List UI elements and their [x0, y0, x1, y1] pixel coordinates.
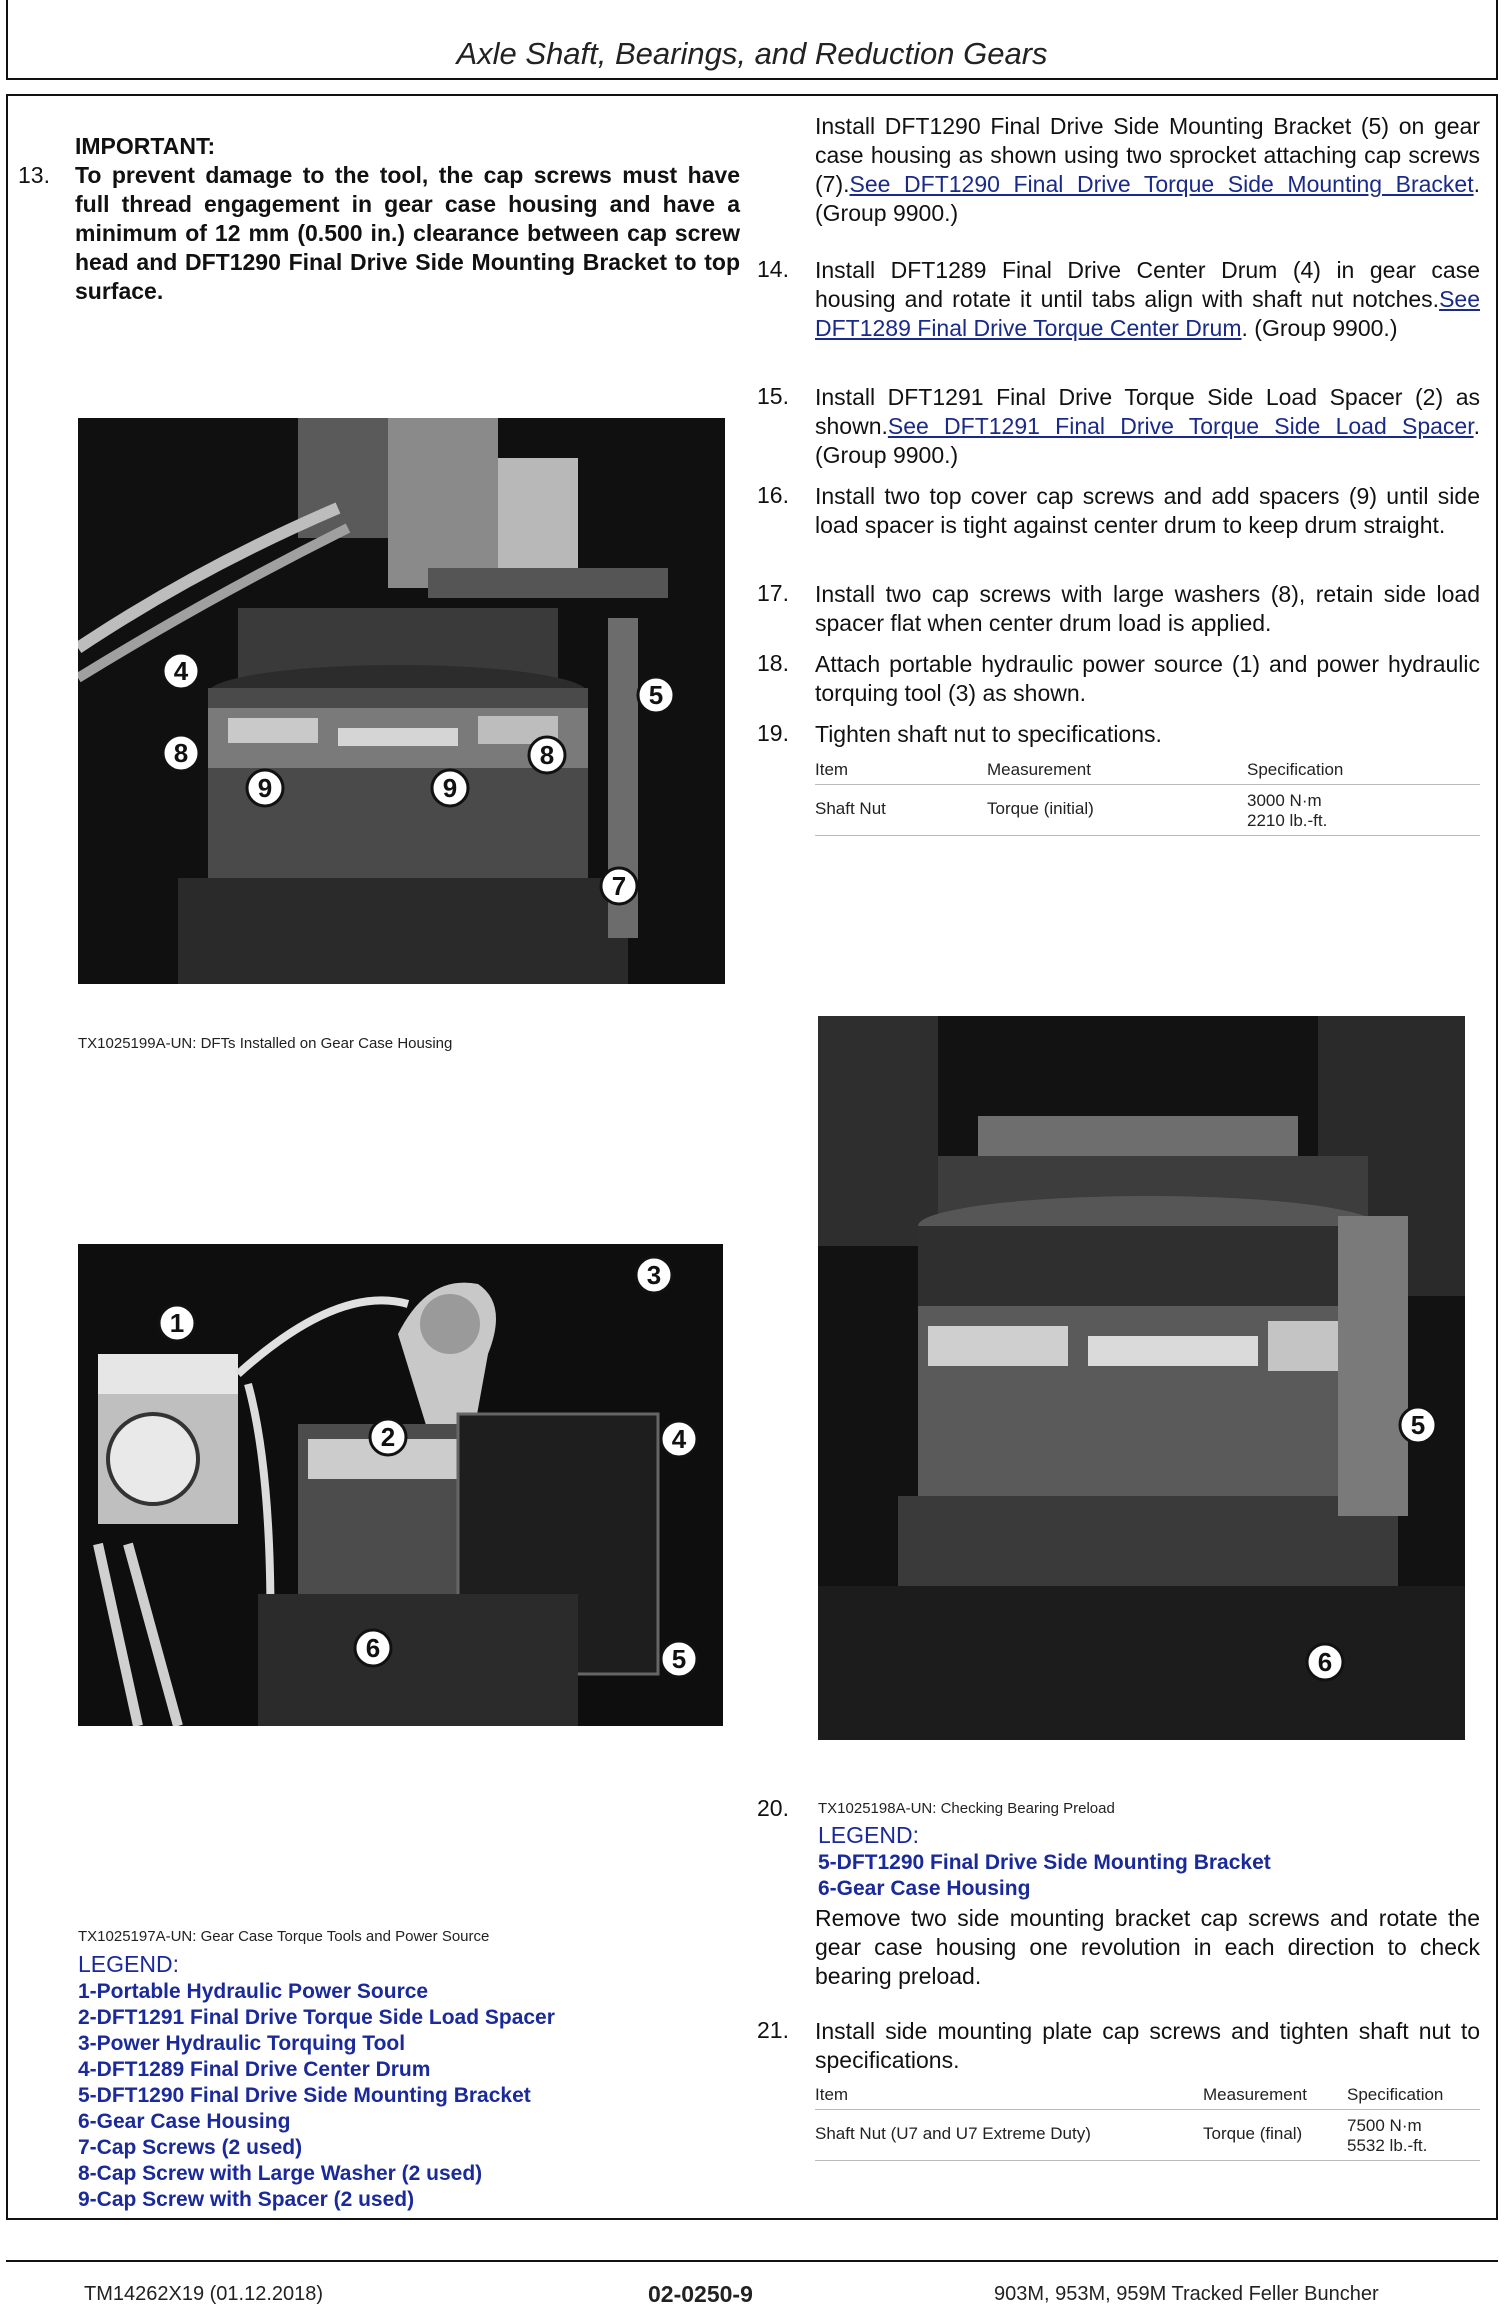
spec-imperial: 2210 lb.-ft. [1247, 811, 1328, 830]
table-header-item: Item [815, 758, 987, 785]
callout-9-left: 9 [257, 773, 273, 803]
callout-9-right: 9 [442, 773, 458, 803]
step-14-link[interactable]: See DFT1289 Final Drive Torque Center Drum [815, 286, 1480, 341]
spec-table-initial [815, 758, 1480, 836]
list-item: 9-Cap Screw with Spacer (2 used) [78, 2188, 415, 2211]
step-20-number: 20. [757, 1795, 789, 1821]
table-cell-measurement: Torque (final) [1203, 2110, 1347, 2161]
callout-7: 7 [611, 871, 627, 901]
footer-document-id: TM14262X19 (01.12.2018) [84, 2283, 324, 2305]
step-13-link[interactable]: See DFT1290 Final Drive Torque Side Mounting Bracket [849, 171, 1474, 197]
table-cell-measurement: Torque (initial) [987, 785, 1247, 836]
step-21-text: Install side mounting plate cap screws and tighten shaft nut to specifications. [815, 2018, 1480, 2073]
list-item: 6-Gear Case Housing [818, 1877, 1031, 1900]
step-13-number: 13. [18, 162, 50, 188]
callout-8-right: 8 [539, 740, 555, 770]
spec-imperial: 5532 lb.-ft. [1347, 2136, 1428, 2155]
callout-5: 5 [648, 680, 664, 710]
step-15-number: 15. [757, 383, 789, 409]
figure-3-photo [818, 1016, 1465, 1740]
callout-3: 3 [646, 1260, 662, 1290]
step-14-text [815, 256, 1480, 343]
step-19-text: Tighten shaft nut to specifications. [815, 721, 1162, 747]
callout-2: 2 [380, 1422, 396, 1452]
list-item: 5-DFT1290 Final Drive Side Mounting Bracket [818, 1851, 1271, 1874]
table-cell-spec [1247, 785, 1480, 836]
callout-6: 6 [365, 1633, 381, 1663]
step-15-after: . (Group 9900.) [815, 413, 1480, 468]
step-20-text: Remove two side mounting bracket cap screws and rotate the gear case housing one revolution in each direction to check bearing preload. [815, 1905, 1480, 1989]
list-item: 2-DFT1291 Final Drive Torque Side Load Spacer [78, 2006, 555, 2029]
step-13-cont-text: Install DFT1290 Final Drive Side Mounting Bracket (5) on gear case housing as shown using two sprocket attaching cap screws (7). [815, 113, 1480, 197]
spec-metric: 3000 N·m [1247, 791, 1322, 810]
table-header-measurement: Measurement [1203, 2083, 1347, 2110]
table-header-item: Item [815, 2083, 1203, 2110]
footer-model: 903M, 953M, 959M Tracked Feller Buncher [994, 2283, 1379, 2305]
table-header-measurement: Measurement [987, 758, 1247, 785]
table-cell-item: Shaft Nut (U7 and U7 Extreme Duty) [815, 2110, 1203, 2161]
figure-1-caption: TX1025199A-UN: DFTs Installed on Gear Case Housing [78, 1035, 453, 1052]
step-13-text: To prevent damage to the tool, the cap screws must have full thread engagement in gear case housing and have a minimum of 12 mm (0.500 in.) clearance between cap screw head and DFT1290 Final Drive Side Mounting Bracket to top surface. [75, 162, 740, 304]
step-18-text: Attach portable hydraulic power source (1) and power hydraulic torquing tool (3) as shown. [815, 651, 1480, 706]
callout-8-left: 8 [173, 738, 189, 768]
figure-3-caption: TX1025198A-UN: Checking Bearing Preload [818, 1800, 1115, 1817]
step-13-continuation [815, 112, 1480, 228]
callout-5: 5 [671, 1644, 687, 1674]
table-header-specification: Specification [1347, 2083, 1480, 2110]
list-item: 7-Cap Screws (2 used) [78, 2136, 303, 2159]
figure-2-photo [78, 1244, 723, 1726]
list-item: 4-DFT1289 Final Drive Center Drum [78, 2058, 431, 2081]
callout-6: 6 [1317, 1647, 1333, 1677]
callout-5: 5 [1410, 1410, 1426, 1440]
step-17-text: Install two cap screws with large washers (8), retain side load spacer flat when center drum load is applied. [815, 581, 1480, 636]
footer-divider [6, 2260, 1498, 2262]
spec-table-final [815, 2083, 1480, 2161]
step-15-body: Install DFT1291 Final Drive Torque Side Load Spacer (2) as shown. [815, 384, 1480, 439]
table-cell-spec [1347, 2110, 1480, 2161]
figure-2-legend-title: LEGEND: [78, 1951, 179, 1977]
table-cell-item: Shaft Nut [815, 785, 987, 836]
callout-4: 4 [173, 656, 189, 686]
figure-1-photo [78, 418, 725, 984]
list-item: 5-DFT1290 Final Drive Side Mounting Bracket [78, 2084, 531, 2107]
page-header [6, 0, 1498, 80]
figure-3-legend [818, 1850, 1271, 1902]
footer-page-number: 02-0250-9 [648, 2281, 753, 2307]
step-17-number: 17. [757, 580, 789, 606]
callout-4: 4 [671, 1424, 687, 1454]
step-19-number: 19. [757, 720, 789, 746]
step-21-number: 21. [757, 2017, 789, 2043]
page-title: Axle Shaft, Bearings, and Reduction Gears [456, 36, 1048, 71]
step-14-after: . (Group 9900.) [1241, 315, 1398, 341]
spec-metric: 7500 N·m [1347, 2116, 1422, 2135]
table-row [815, 2110, 1480, 2161]
list-item: 6-Gear Case Housing [78, 2110, 291, 2133]
step-13-important-label: IMPORTANT: [75, 133, 216, 159]
list-item: 3-Power Hydraulic Torquing Tool [78, 2032, 406, 2055]
step-16-number: 16. [757, 482, 789, 508]
step-14-body: Install DFT1289 Final Drive Center Drum (4) in gear case housing and rotate it until tabs align with shaft nut notches. [815, 257, 1480, 312]
table-header-specification: Specification [1247, 758, 1480, 785]
step-15-text [815, 383, 1480, 470]
figure-2-legend [78, 1979, 555, 2213]
step-16-text: Install two top cover cap screws and add spacers (9) until side load spacer is tight against center drum to keep drum straight. [815, 483, 1480, 538]
step-18-number: 18. [757, 650, 789, 676]
table-row [815, 785, 1480, 836]
callout-1: 1 [169, 1308, 185, 1338]
figure-2-caption: TX1025197A-UN: Gear Case Torque Tools and Power Source [78, 1928, 490, 1945]
step-14-number: 14. [757, 256, 789, 282]
step-13-cont-after: . (Group 9900.) [815, 171, 1480, 226]
list-item: 8-Cap Screw with Large Washer (2 used) [78, 2162, 483, 2185]
list-item: 1-Portable Hydraulic Power Source [78, 1980, 429, 2003]
figure-3-legend-title: LEGEND: [818, 1822, 919, 1848]
step-15-link[interactable]: See DFT1291 Final Drive Torque Side Load Spacer [887, 413, 1474, 439]
